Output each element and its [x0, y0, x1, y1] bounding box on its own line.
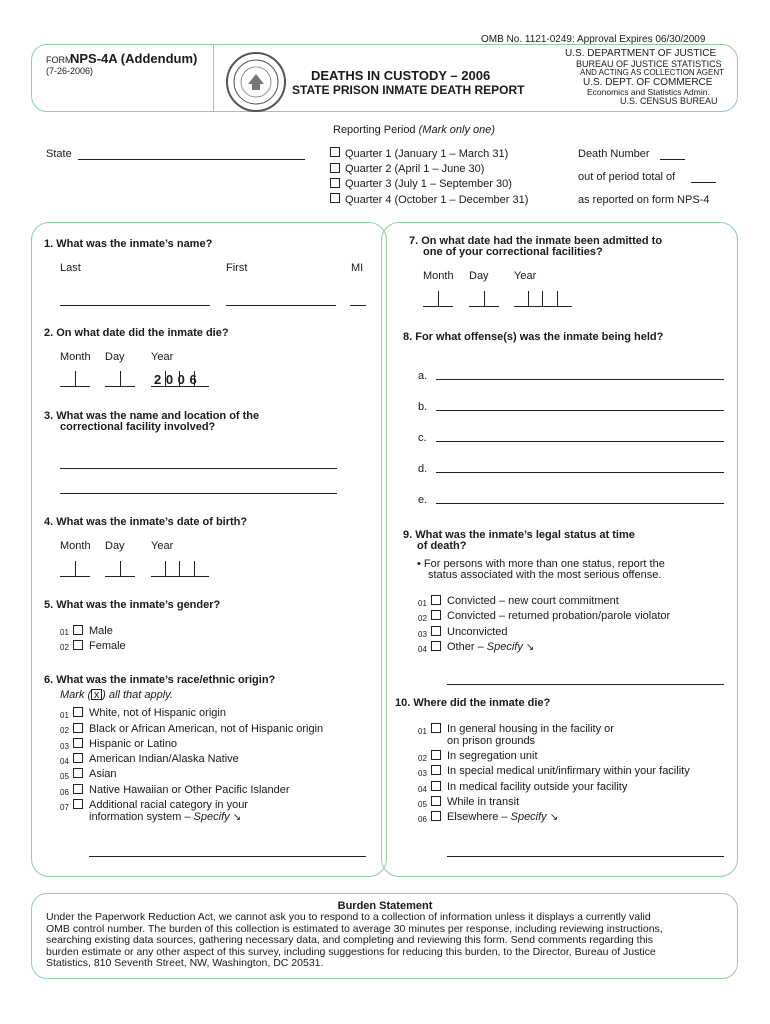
- q1-last-input[interactable]: [60, 305, 210, 306]
- period-total-label: out of period total of: [578, 171, 676, 183]
- q10-code-04: 04: [418, 785, 427, 794]
- q6-code-03: 03: [60, 742, 69, 751]
- q7-month-input[interactable]: [423, 291, 453, 307]
- quarter-3-checkbox[interactable]: [330, 178, 340, 188]
- q7-year-label: Year: [514, 270, 537, 282]
- death-number-input[interactable]: [660, 159, 685, 160]
- title-line1: DEATHS IN CUSTODY – 2006: [311, 68, 491, 83]
- q7-month-label: Month: [423, 270, 454, 282]
- q4-year-input[interactable]: [151, 561, 209, 577]
- agency-census: U.S. CENSUS BUREAU: [620, 96, 718, 106]
- doj-seal-icon: [226, 52, 286, 112]
- q6-code-05: 05: [60, 772, 69, 781]
- form-id: NPS-4A (Addendum): [70, 51, 198, 66]
- status-violator-checkbox[interactable]: [431, 610, 441, 620]
- form-date: (7-26-2006): [46, 66, 94, 76]
- race-other-checkbox[interactable]: [73, 799, 83, 809]
- q9-bullet-line1: • For persons with more than one status, report the: [417, 558, 665, 570]
- reporting-period-title: Reporting Period (Mark only one): [333, 124, 496, 136]
- agency-bjs: BUREAU OF JUSTICE STATISTICS: [576, 59, 722, 69]
- q1-first-label: First: [226, 262, 248, 274]
- q10-code-03: 03: [418, 769, 427, 778]
- place-specify-input[interactable]: [447, 856, 724, 857]
- gender-male-checkbox[interactable]: [73, 625, 83, 635]
- q9-title-line2: of death?: [417, 540, 467, 552]
- race-white-checkbox[interactable]: [73, 707, 83, 717]
- place-transit-checkbox[interactable]: [431, 796, 441, 806]
- q8-letter-e: e.: [418, 494, 428, 506]
- quarter-1-checkbox[interactable]: [330, 147, 340, 157]
- place-elsewhere-label: Elsewhere – Specify ↘: [447, 811, 559, 823]
- place-general-housing-label-line2: on prison grounds: [447, 735, 536, 747]
- status-violator-label: Convicted – returned probation/parole violator: [447, 610, 671, 622]
- burden-text: Under the Paperwork Reduction Act, we cannot ask you to respond to a collection of information unless it displays a currently valid OMB control number. The burden of this collection is estimated to average 30 minutes per response, including reviewing instructions, searching existing data sources, gathering necessary data, and completing and reviewing this form. Send comments regarding this burden estimate or any other aspect of this survey, including suggestions for reducing this burden, to the Director, Bureau of Justice Statistics, 810 Seventh Street, NW, Washington, DC 20531.: [46, 911, 663, 970]
- race-other-label: Additional racial category in your: [89, 799, 248, 811]
- quarter-2-checkbox[interactable]: [330, 163, 340, 173]
- race-nhpi-checkbox[interactable]: [73, 784, 83, 794]
- quarter-4-label: Quarter 4 (October 1 – December 31): [345, 194, 529, 206]
- title-line2: STATE PRISON INMATE DEATH REPORT: [292, 83, 525, 97]
- q2-day-input[interactable]: [105, 371, 135, 387]
- q1-first-input[interactable]: [226, 305, 336, 306]
- q3-title-line1: 3. What was the name and location of the: [44, 410, 260, 422]
- specify-arrow-icon: ↘: [232, 812, 242, 823]
- q2-day-label: Day: [105, 351, 125, 363]
- race-black-checkbox[interactable]: [73, 723, 83, 733]
- state-label: State: [46, 148, 72, 160]
- q8-offense-d-input[interactable]: [436, 472, 724, 473]
- q6-code-07: 07: [60, 803, 69, 812]
- q9-bullet-line2: status associated with the most serious offense.: [428, 569, 662, 581]
- q9-code-02: 02: [418, 614, 427, 623]
- q7-year-input[interactable]: [514, 291, 572, 307]
- place-segregation-checkbox[interactable]: [431, 750, 441, 760]
- q6-code-01: 01: [60, 711, 69, 720]
- race-other-label-line2: information system – Specify ↘: [89, 811, 242, 823]
- place-outside-medical-label: In medical facility outside your facility: [447, 781, 628, 793]
- q3-title-line2: correctional facility involved?: [60, 421, 216, 433]
- q6-code-06: 06: [60, 788, 69, 797]
- q7-title-line1: 7. On what date had the inmate been admitted to: [409, 235, 663, 247]
- place-transit-label: While in transit: [447, 796, 520, 808]
- q8-letter-d: d.: [418, 463, 428, 475]
- place-general-housing-label: In general housing in the facility or: [447, 723, 614, 735]
- race-aian-label: American Indian/Alaska Native: [89, 753, 239, 765]
- q5-code-01: 01: [60, 628, 69, 637]
- place-general-housing-checkbox[interactable]: [431, 723, 441, 733]
- gender-female-label: Female: [89, 640, 126, 652]
- omb-number: OMB No. 1121-0249: Approval Expires 06/30/2009: [481, 34, 706, 45]
- burden-title: Burden Statement: [337, 900, 433, 912]
- q1-mi-label: MI: [351, 262, 364, 274]
- q1-mi-input[interactable]: [350, 305, 366, 306]
- agency-doc: U.S. DEPT. OF COMMERCE: [583, 77, 713, 88]
- quarter-2-label: Quarter 2 (April 1 – June 30): [345, 163, 485, 175]
- state-input[interactable]: [78, 159, 305, 160]
- place-medical-unit-checkbox[interactable]: [431, 765, 441, 775]
- q8-offense-e-input[interactable]: [436, 503, 724, 504]
- agency-esa: Economics and Statistics Admin.: [587, 87, 710, 97]
- specify-arrow-icon: ↘: [549, 812, 559, 823]
- q10-code-05: 05: [418, 800, 427, 809]
- quarter-3-label: Quarter 3 (July 1 – September 30): [345, 178, 512, 190]
- race-aian-checkbox[interactable]: [73, 753, 83, 763]
- q2-month-input[interactable]: [60, 371, 90, 387]
- q6-title: 6. What was the inmate’s race/ethnic origin?: [44, 674, 276, 686]
- status-convicted-new-checkbox[interactable]: [431, 595, 441, 605]
- status-other-label: Other – Specify ↘: [447, 641, 535, 653]
- race-hispanic-checkbox[interactable]: [73, 738, 83, 748]
- q9-code-04: 04: [418, 645, 427, 654]
- q10-code-01: 01: [418, 727, 427, 736]
- q9-code-01: 01: [418, 599, 427, 608]
- gender-female-checkbox[interactable]: [73, 640, 83, 650]
- as-reported-label: as reported on form NPS-4: [578, 194, 710, 206]
- q8-offense-b-input[interactable]: [436, 410, 724, 411]
- q5-title: 5. What was the inmate’s gender?: [44, 599, 221, 611]
- race-hispanic-label: Hispanic or Latino: [89, 738, 178, 750]
- status-convicted-new-label: Convicted – new court commitment: [447, 595, 619, 607]
- race-black-label: Black or African American, not of Hispanic origin: [89, 723, 324, 735]
- race-asian-label: Asian: [89, 768, 117, 780]
- q8-offense-c-input[interactable]: [436, 441, 724, 442]
- period-total-input[interactable]: [691, 182, 716, 183]
- q7-title-line2: one of your correctional facilities?: [423, 246, 603, 258]
- race-nhpi-label: Native Hawaiian or Other Pacific Islander: [89, 784, 290, 796]
- race-asian-checkbox[interactable]: [73, 768, 83, 778]
- place-segregation-label: In segregation unit: [447, 750, 538, 762]
- q2-title: 2. On what date did the inmate die?: [44, 327, 229, 339]
- q4-month-label: Month: [60, 540, 91, 552]
- q5-code-02: 02: [60, 643, 69, 652]
- q4-title: 4. What was the inmate’s date of birth?: [44, 516, 248, 528]
- q6-code-02: 02: [60, 726, 69, 735]
- q9-title-line1: 9. What was the inmate’s legal status at time: [403, 529, 635, 541]
- q3-input-line1[interactable]: [60, 468, 337, 469]
- status-specify-input[interactable]: [447, 684, 724, 685]
- quarter-4-checkbox[interactable]: [330, 193, 340, 203]
- q1-title: 1. What was the inmate’s name?: [44, 238, 213, 250]
- q9-code-03: 03: [418, 630, 427, 639]
- q1-last-label: Last: [60, 262, 81, 274]
- status-unconvicted-checkbox[interactable]: [431, 626, 441, 636]
- q6-mark-instruction: Mark ( x ) all that apply.: [60, 689, 173, 701]
- gender-male-label: Male: [89, 625, 113, 637]
- q4-day-input[interactable]: [105, 561, 135, 577]
- quarter-1-label: Quarter 1 (January 1 – March 31): [345, 148, 509, 160]
- agency-doj: U.S. DEPARTMENT OF JUSTICE: [565, 48, 717, 59]
- q7-day-input[interactable]: [469, 291, 499, 307]
- q4-year-label: Year: [151, 540, 174, 552]
- death-number-label: Death Number: [578, 148, 650, 160]
- q8-letter-c: c.: [418, 432, 427, 444]
- q2-year-value: 2 0 0 6: [154, 372, 197, 387]
- q6-code-04: 04: [60, 757, 69, 766]
- form-label: FORM: [46, 55, 73, 65]
- q8-letter-b: b.: [418, 401, 428, 413]
- q7-day-label: Day: [469, 270, 489, 282]
- q4-day-label: Day: [105, 540, 125, 552]
- status-unconvicted-label: Unconvicted: [447, 626, 508, 638]
- q3-input-line2[interactable]: [60, 493, 337, 494]
- q8-letter-a: a.: [418, 370, 428, 382]
- q10-title: 10. Where did the inmate die?: [395, 697, 551, 709]
- q2-year-label: Year: [151, 351, 174, 363]
- q4-month-input[interactable]: [60, 561, 90, 577]
- status-other-checkbox[interactable]: [431, 641, 441, 651]
- place-medical-unit-label: In special medical unit/infirmary within your facility: [447, 765, 690, 777]
- q10-code-06: 06: [418, 815, 427, 824]
- place-outside-medical-checkbox[interactable]: [431, 781, 441, 791]
- q8-offense-a-input[interactable]: [436, 379, 724, 380]
- race-specify-input[interactable]: [89, 856, 366, 857]
- place-elsewhere-checkbox[interactable]: [431, 811, 441, 821]
- agency-collection: AND ACTING AS COLLECTION AGENT: [580, 68, 725, 77]
- q8-title: 8. For what offense(s) was the inmate being held?: [403, 331, 664, 343]
- race-white-label: White, not of Hispanic origin: [89, 707, 226, 719]
- specify-arrow-icon: ↘: [525, 642, 535, 653]
- q2-month-label: Month: [60, 351, 91, 363]
- q10-code-02: 02: [418, 754, 427, 763]
